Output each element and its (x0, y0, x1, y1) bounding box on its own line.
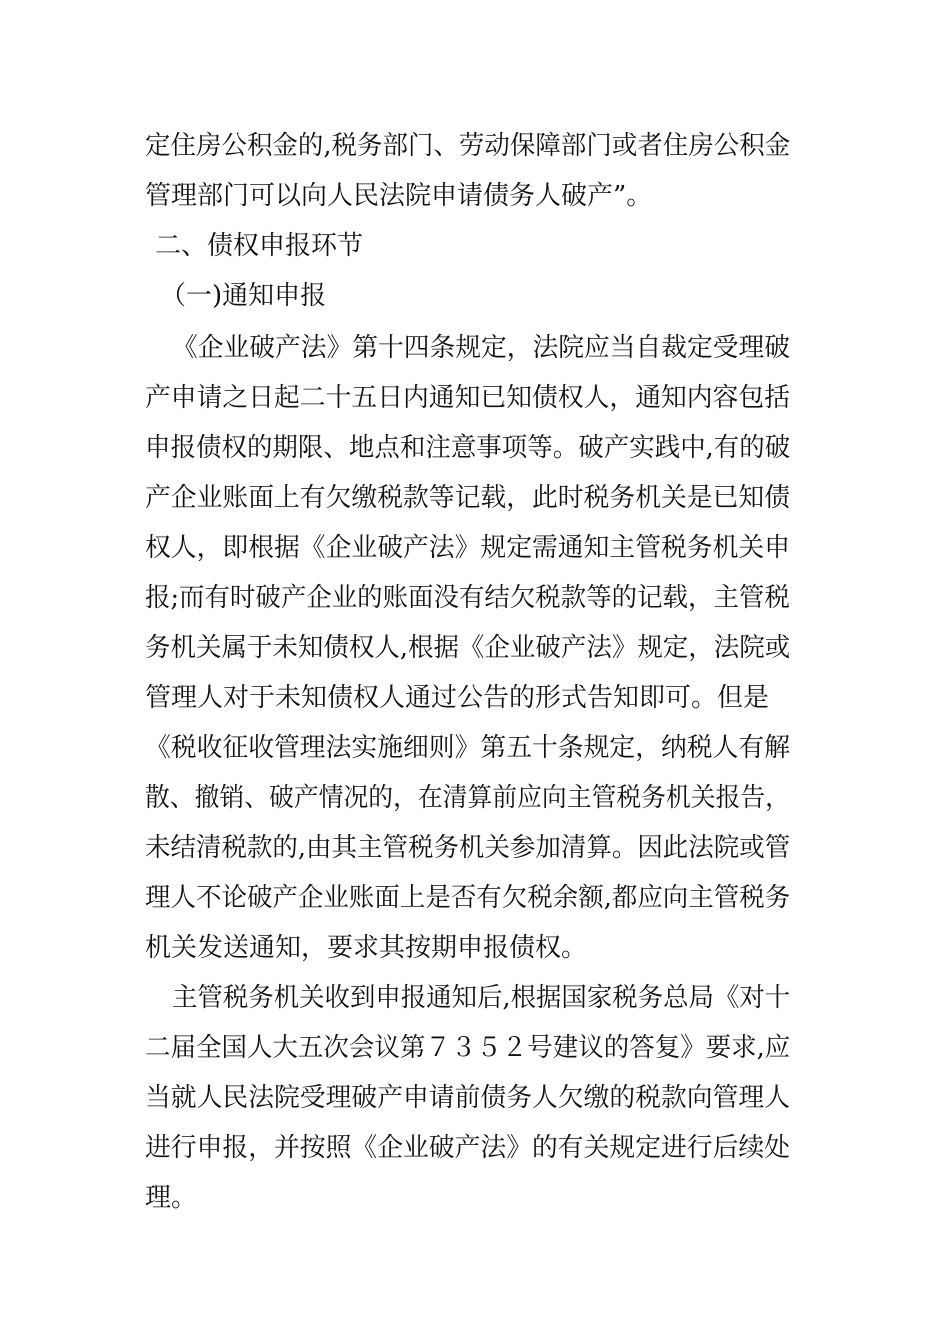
text-line: 理。 (145, 1183, 198, 1213)
text-line: 《企业破产法》第十四条规定，法院应当自裁定受理破 (172, 333, 791, 363)
text-line: 二届全国人大五次会议第７３５２号建议的答复》要求,应 (145, 1033, 791, 1063)
text-line: 产申请之日起二十五日内通知已知债权人，通知内容包括 (145, 383, 791, 413)
text-line: 定住房公积金的,税务部门、劳动保障部门或者住房公积金 (145, 131, 791, 161)
text-line: 散、撤销、破产情况的，在清算前应向主管税务机关报告， (145, 783, 790, 813)
text-line: 当就人民法院受理破产申请前债务人欠缴的税款向管理人 (145, 1083, 791, 1113)
text-line: 理人不论破产企业账面上是否有欠税余额,都应向主管税务 (145, 883, 791, 913)
text-line: 务机关属于未知债权人,根据《企业破产法》规定，法院或 (145, 633, 791, 663)
text-line: 产企业账面上有欠缴税款等记载，此时税务机关是已知债 (145, 483, 791, 513)
subsection-heading: （一)通知申报 (160, 281, 327, 311)
text-line: 《税收征收管理法实施细则》第五十条规定，纳税人有解 (145, 733, 791, 763)
text-line: 管理人对于未知债权人通过公告的形式告知即可。但是 (145, 683, 770, 713)
text-line: 机关发送通知，要求其按期申报债权。 (145, 933, 588, 963)
text-line: 管理部门可以向人民法院申请债务人破产”。 (145, 181, 653, 211)
text-line: 主管税务机关收到申报通知后,根据国家税务总局《对十 (172, 983, 791, 1013)
text-line: 未结清税款的,由其主管税务机关参加清算。因此法院或管 (145, 833, 791, 863)
section-heading: 二、债权申报环节 (155, 231, 364, 261)
text-line: 权人，即根据《企业破产法》规定需通知主管税务机关申 (145, 533, 791, 563)
text-line: 报;而有时破产企业的账面没有结欠税款等的记载，主管税 (145, 583, 790, 613)
text-line: 进行申报，并按照《企业破产法》的有关规定进行后续处 (145, 1133, 791, 1163)
text-line: 申报债权的期限、地点和注意事项等。破产实践中,有的破 (145, 433, 791, 463)
